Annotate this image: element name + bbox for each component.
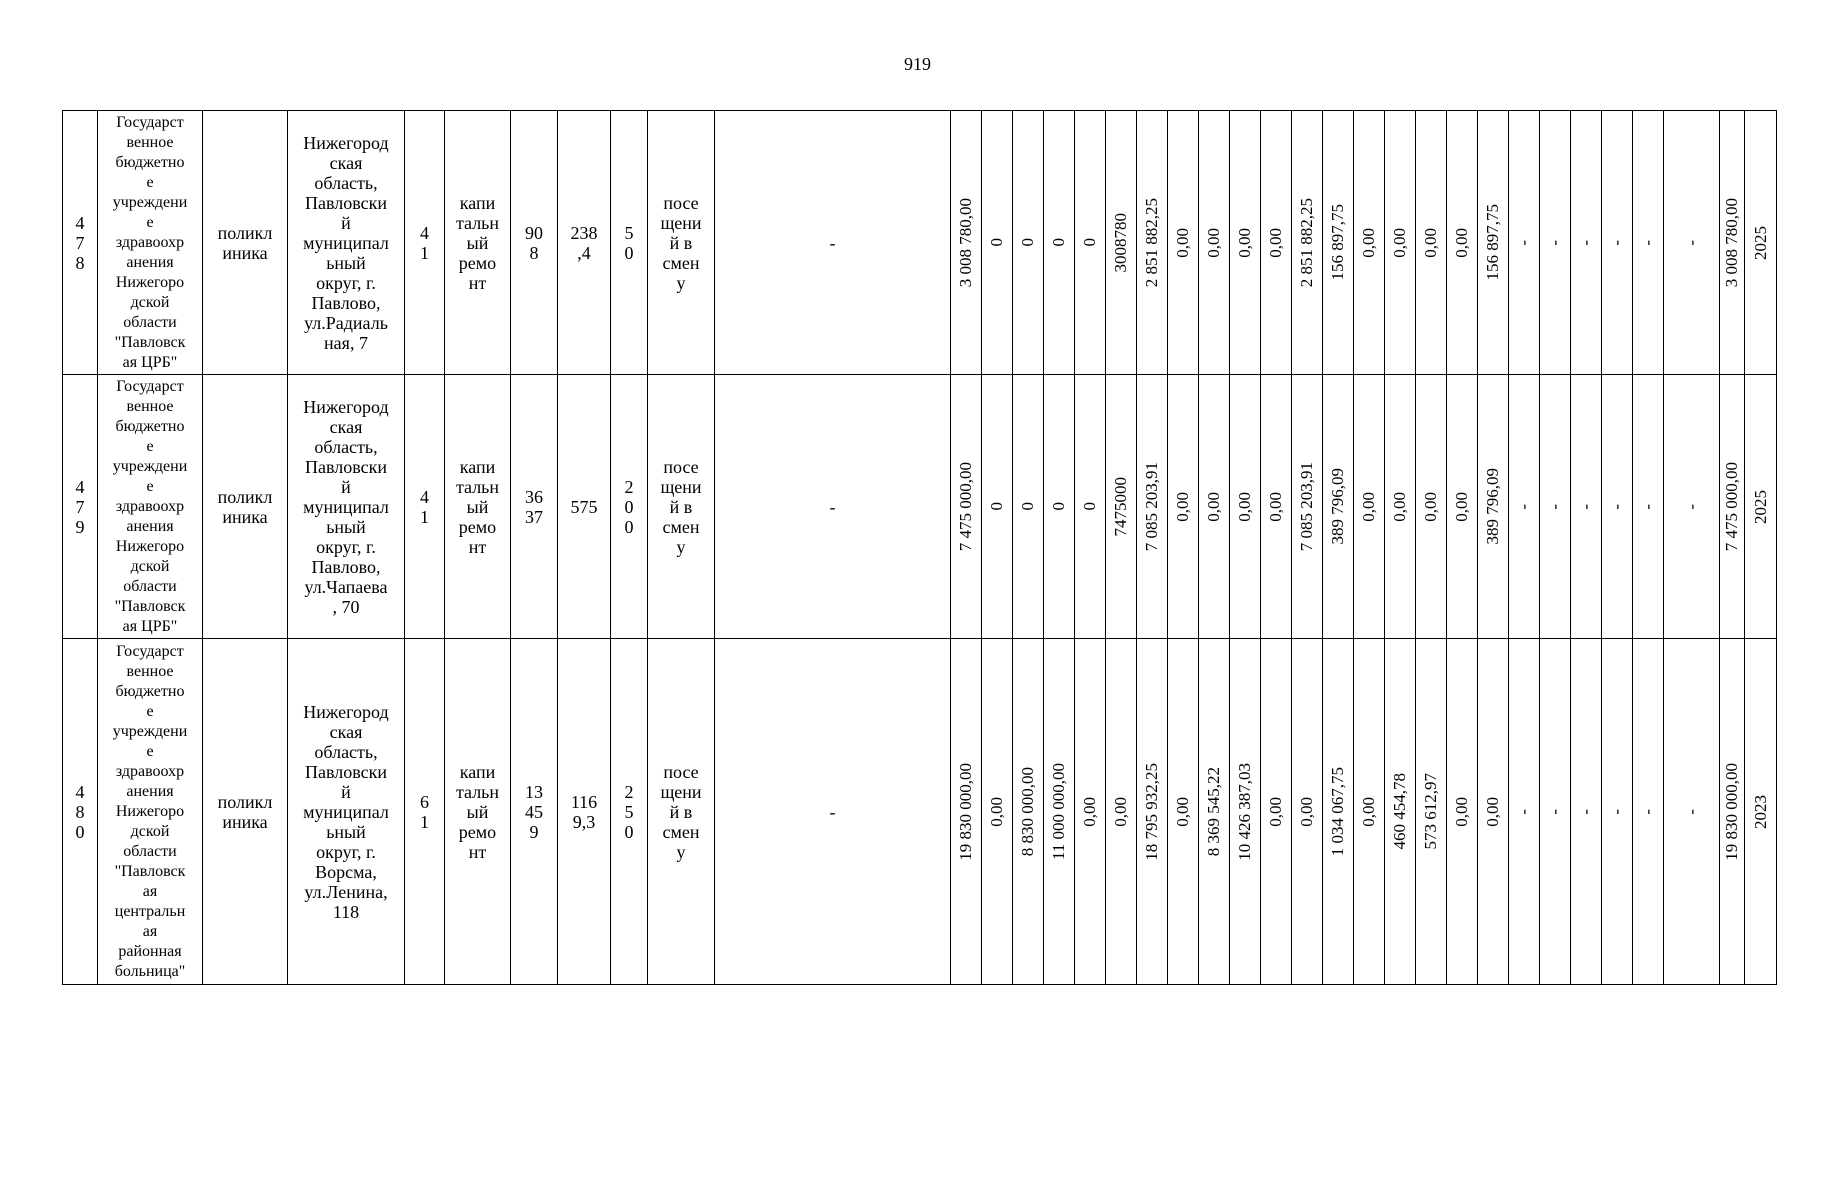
facility-type-cell — [203, 375, 288, 639]
row-number-cell — [63, 375, 98, 639]
facility-type: поликл иника — [217, 222, 273, 263]
organization-name-cell — [98, 375, 203, 639]
numeric-value: 2 851 882,25 — [1297, 197, 1316, 288]
numeric-value: 7 085 203,91 — [1142, 461, 1161, 552]
organization-name: Государст венное бюджетно е учреждени е здравоохр анения Нижегоро дской области "Павловск ая ЦРБ" — [112, 377, 188, 635]
row-number: 4 7 9 — [75, 476, 85, 537]
data-table — [62, 110, 1777, 985]
numeric-cell — [1509, 375, 1540, 639]
value-1-cell — [511, 111, 558, 375]
numeric-cell — [1478, 111, 1509, 375]
table-row — [63, 111, 1777, 375]
numeric-cell — [951, 639, 982, 985]
value-2: 116 9,3 — [570, 791, 598, 832]
numeric-value: - — [1607, 239, 1626, 246]
numeric-cell — [1509, 111, 1540, 375]
numeric-cell — [1540, 639, 1571, 985]
numeric-value: - — [1638, 503, 1657, 510]
numeric-cell — [1602, 639, 1633, 985]
capacity-cell — [611, 639, 648, 985]
capacity-cell — [611, 111, 648, 375]
capacity-unit: посе щени й в смен у — [660, 456, 702, 557]
numeric-cell — [1075, 375, 1106, 639]
numeric-value: 2 851 882,25 — [1142, 197, 1161, 288]
value-1: 90 8 — [525, 222, 543, 263]
note: - — [829, 232, 836, 253]
numeric-cell — [982, 111, 1013, 375]
numeric-cell — [1292, 111, 1323, 375]
numeric-cell — [1230, 375, 1261, 639]
numeric-value: - — [1576, 808, 1595, 815]
numeric-value: 0,00 — [1235, 227, 1254, 258]
numeric-cell — [1230, 111, 1261, 375]
facility-type-cell — [203, 639, 288, 985]
table-row — [63, 375, 1777, 639]
numeric-cell — [1292, 639, 1323, 985]
numeric-value: 7 475 000,00 — [1722, 461, 1741, 552]
numeric-cell — [1106, 639, 1137, 985]
numeric-value: 8 830 000,00 — [1018, 766, 1037, 857]
numeric-cell — [1075, 111, 1106, 375]
numeric-cell — [1230, 639, 1261, 985]
numeric-cell — [1447, 375, 1478, 639]
capacity: 2 5 0 — [624, 781, 634, 842]
numeric-value: 7 085 203,91 — [1297, 461, 1316, 552]
numeric-cell — [1044, 111, 1075, 375]
numeric-cell — [1292, 375, 1323, 639]
numeric-value: 0,00 — [1390, 491, 1409, 522]
numeric-cell — [1385, 639, 1416, 985]
numeric-value: 156 897,75 — [1483, 204, 1502, 281]
code-cell — [405, 375, 445, 639]
numeric-value: 0,00 — [1173, 491, 1192, 522]
numeric-value: 0,00 — [1483, 796, 1502, 827]
numeric-value: 0,00 — [1421, 227, 1440, 258]
numeric-cell — [1509, 639, 1540, 985]
work-type-cell — [445, 639, 511, 985]
numeric-value: 0,00 — [1297, 796, 1316, 827]
row-number-cell — [63, 111, 98, 375]
numeric-cell — [1385, 111, 1416, 375]
numeric-value: - — [1607, 503, 1626, 510]
numeric-value: 1 034 067,75 — [1328, 766, 1347, 857]
numeric-cell — [1199, 375, 1230, 639]
value-1: 13 45 9 — [525, 781, 543, 842]
numeric-value: - — [1681, 503, 1701, 510]
numeric-value: - — [1545, 808, 1564, 815]
numeric-value: - — [1514, 239, 1533, 246]
numeric-cell — [1664, 111, 1720, 375]
numeric-value: 389 796,09 — [1328, 468, 1347, 545]
address: Нижегород ская область, Павловски й муниципал ьный округ, г. Павлово, ул.Чапаева , 70 — [303, 396, 389, 617]
numeric-value: 0,00 — [1266, 796, 1285, 827]
numeric-cell — [1168, 111, 1199, 375]
numeric-cell — [1044, 639, 1075, 985]
note: - — [829, 801, 836, 822]
note: - — [829, 496, 836, 517]
value-2: 238 ,4 — [570, 222, 598, 263]
numeric-value: 0,00 — [1359, 796, 1378, 827]
numeric-value: - — [1681, 239, 1701, 246]
work-type: капи тальн ый ремо нт — [455, 761, 500, 862]
numeric-cell — [1199, 639, 1230, 985]
numeric-cell — [1261, 375, 1292, 639]
numeric-value: 0 — [1018, 502, 1037, 511]
address: Нижегород ская область, Павловски й муниципал ьный округ, г. Павлово, ул.Радиаль ная, 7 — [303, 132, 389, 353]
numeric-cell — [1478, 375, 1509, 639]
numeric-value: 0,00 — [1452, 796, 1471, 827]
numeric-value: - — [1514, 503, 1533, 510]
numeric-cell — [1354, 111, 1385, 375]
numeric-cell — [1106, 111, 1137, 375]
work-type-cell — [445, 375, 511, 639]
numeric-value: 19 830 000,00 — [1722, 762, 1741, 861]
numeric-cell — [1044, 375, 1075, 639]
row-number: 4 8 0 — [75, 781, 85, 842]
facility-type-cell — [203, 111, 288, 375]
note-cell — [715, 111, 951, 375]
numeric-cell — [1633, 375, 1664, 639]
numeric-value: 0,00 — [1204, 491, 1223, 522]
numeric-cell — [1013, 639, 1044, 985]
numeric-cell — [1323, 639, 1354, 985]
numeric-cell — [1354, 375, 1385, 639]
capacity-unit: посе щени й в смен у — [660, 192, 702, 293]
value-2: 575 — [570, 496, 598, 517]
row-number-cell — [63, 639, 98, 985]
numeric-value: 18 795 932,25 — [1142, 762, 1161, 861]
numeric-cell — [1416, 111, 1447, 375]
numeric-value: 0,00 — [1111, 796, 1130, 827]
numeric-cell — [1602, 111, 1633, 375]
numeric-value: 0,00 — [1359, 491, 1378, 522]
numeric-cell — [1447, 639, 1478, 985]
numeric-value: 573 612,97 — [1421, 773, 1440, 850]
numeric-cell — [1416, 639, 1447, 985]
numeric-value: 19 830 000,00 — [956, 762, 975, 861]
capacity-unit-cell — [648, 111, 715, 375]
numeric-cell — [1720, 375, 1745, 639]
numeric-cell — [1745, 375, 1777, 639]
capacity-unit: посе щени й в смен у — [660, 761, 702, 862]
numeric-cell — [1720, 639, 1745, 985]
address-cell — [288, 111, 405, 375]
value-1-cell — [511, 639, 558, 985]
numeric-value: 0 — [1049, 238, 1068, 247]
numeric-cell — [951, 375, 982, 639]
numeric-value: 460 454,78 — [1390, 773, 1409, 850]
numeric-value: 156 897,75 — [1328, 204, 1347, 281]
numeric-cell — [1106, 375, 1137, 639]
numeric-cell — [1385, 375, 1416, 639]
numeric-value: - — [1545, 503, 1564, 510]
work-type: капи тальн ый ремо нт — [455, 192, 500, 293]
numeric-cell — [1199, 111, 1230, 375]
numeric-cell — [1013, 111, 1044, 375]
value-1: 36 37 — [525, 486, 543, 527]
numeric-value: 3 008 780,00 — [1722, 197, 1741, 288]
address: Нижегород ская область, Павловски й муниципал ьный округ, г. Ворсма, ул.Ленина, 118 — [303, 701, 389, 922]
numeric-value: - — [1681, 808, 1701, 815]
numeric-cell — [1633, 639, 1664, 985]
numeric-value: - — [1607, 808, 1626, 815]
numeric-value: 8 369 545,22 — [1204, 766, 1223, 857]
numeric-cell — [1323, 375, 1354, 639]
numeric-value: 0,00 — [1080, 796, 1099, 827]
numeric-value: 0 — [987, 238, 1006, 247]
numeric-value: 7475000 — [1111, 476, 1130, 537]
numeric-value: 7 475 000,00 — [956, 461, 975, 552]
numeric-cell — [1261, 111, 1292, 375]
numeric-value: 3008780 — [1111, 212, 1130, 273]
note-cell — [715, 375, 951, 639]
numeric-cell — [1478, 639, 1509, 985]
numeric-value: 0,00 — [1266, 491, 1285, 522]
organization-name-cell — [98, 111, 203, 375]
numeric-value: 0 — [1080, 502, 1099, 511]
numeric-value: 0,00 — [1266, 227, 1285, 258]
numeric-cell — [982, 639, 1013, 985]
capacity-cell — [611, 375, 648, 639]
numeric-value: 389 796,09 — [1483, 468, 1502, 545]
numeric-value: 0,00 — [1173, 227, 1192, 258]
numeric-cell — [1540, 111, 1571, 375]
numeric-value: 11 000 000,00 — [1049, 762, 1068, 861]
code: 4 1 — [420, 222, 429, 263]
address-cell — [288, 639, 405, 985]
table-row — [63, 639, 1777, 985]
numeric-value: - — [1638, 239, 1657, 246]
numeric-value: - — [1638, 808, 1657, 815]
numeric-value: 0,00 — [1173, 796, 1192, 827]
numeric-value: 0,00 — [1359, 227, 1378, 258]
year-value: 2025 — [1750, 489, 1770, 524]
work-type: капи тальн ый ремо нт — [455, 456, 500, 557]
numeric-cell — [1664, 375, 1720, 639]
numeric-cell — [1571, 375, 1602, 639]
numeric-cell — [1633, 111, 1664, 375]
numeric-value: 10 426 387,03 — [1235, 762, 1254, 861]
code-cell — [405, 639, 445, 985]
value-2-cell — [558, 375, 611, 639]
numeric-value: 0,00 — [1204, 227, 1223, 258]
value-2-cell — [558, 639, 611, 985]
numeric-value: - — [1545, 239, 1564, 246]
capacity-unit-cell — [648, 639, 715, 985]
numeric-cell — [1261, 639, 1292, 985]
numeric-value: 3 008 780,00 — [956, 197, 975, 288]
numeric-cell — [1137, 111, 1168, 375]
work-type-cell — [445, 111, 511, 375]
numeric-cell — [1168, 639, 1199, 985]
numeric-cell — [1602, 375, 1633, 639]
capacity: 5 0 — [624, 222, 634, 263]
numeric-value: 0,00 — [1452, 227, 1471, 258]
facility-type: поликл иника — [217, 791, 273, 832]
numeric-value: 0 — [1049, 502, 1068, 511]
numeric-cell — [1137, 639, 1168, 985]
numeric-cell — [1571, 639, 1602, 985]
numeric-value: - — [1576, 239, 1595, 246]
numeric-cell — [982, 375, 1013, 639]
numeric-cell — [1416, 375, 1447, 639]
numeric-value: 0,00 — [1390, 227, 1409, 258]
code-cell — [405, 111, 445, 375]
numeric-cell — [1354, 639, 1385, 985]
numeric-value: - — [1576, 503, 1595, 510]
code: 6 1 — [420, 791, 429, 832]
numeric-cell — [1013, 375, 1044, 639]
numeric-cell — [1571, 111, 1602, 375]
year-value: 2025 — [1750, 225, 1770, 260]
organization-name-cell — [98, 639, 203, 985]
numeric-cell — [1540, 375, 1571, 639]
numeric-value: 0 — [1018, 238, 1037, 247]
numeric-cell — [1720, 111, 1745, 375]
year-value: 2023 — [1750, 794, 1770, 829]
numeric-cell — [1137, 375, 1168, 639]
code: 4 1 — [420, 486, 429, 527]
address-cell — [288, 375, 405, 639]
organization-name: Государст венное бюджетно е учреждени е здравоохр анения Нижегоро дской области "Павловск ая центральн ая районная больница" — [112, 642, 188, 980]
organization-name: Государст венное бюджетно е учреждени е здравоохр анения Нижегоро дской области "Павловск ая ЦРБ" — [112, 113, 188, 371]
row-number: 4 7 8 — [75, 212, 85, 273]
numeric-value: 0 — [1080, 238, 1099, 247]
numeric-value: 0 — [987, 502, 1006, 511]
capacity-unit-cell — [648, 375, 715, 639]
numeric-cell — [1323, 111, 1354, 375]
note-cell — [715, 639, 951, 985]
numeric-value: 0,00 — [1235, 491, 1254, 522]
numeric-value: 0,00 — [1421, 491, 1440, 522]
numeric-value: - — [1514, 808, 1533, 815]
numeric-cell — [1664, 639, 1720, 985]
page-number: 919 — [904, 54, 931, 74]
facility-type: поликл иника — [217, 486, 273, 527]
numeric-cell — [1168, 375, 1199, 639]
numeric-value: 0,00 — [987, 796, 1006, 827]
numeric-cell — [1745, 111, 1777, 375]
numeric-cell — [951, 111, 982, 375]
value-2-cell — [558, 111, 611, 375]
capacity: 2 0 0 — [624, 476, 634, 537]
numeric-value: 0,00 — [1452, 491, 1471, 522]
numeric-cell — [1447, 111, 1478, 375]
value-1-cell — [511, 375, 558, 639]
numeric-cell — [1075, 639, 1106, 985]
numeric-cell — [1745, 639, 1777, 985]
